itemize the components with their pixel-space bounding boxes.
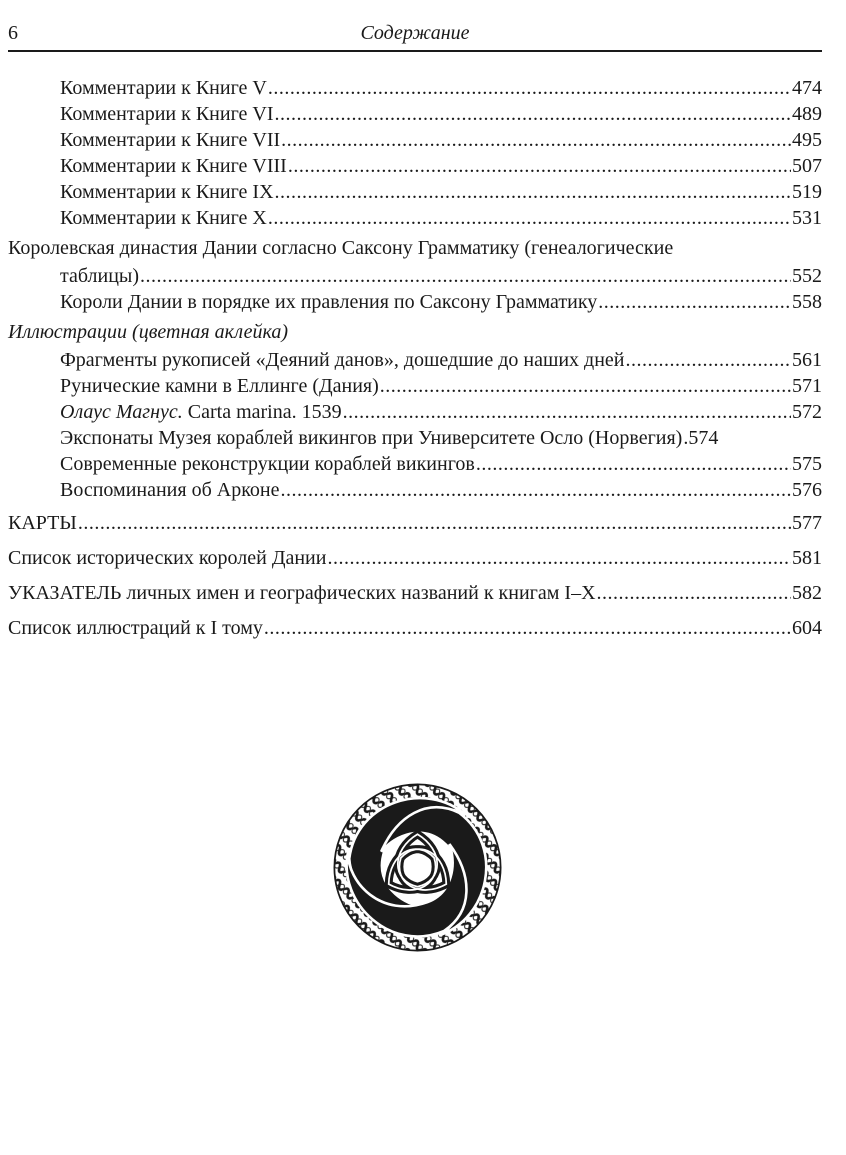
page-ref: 558 (792, 291, 822, 313)
page-ref: 581 (792, 547, 822, 569)
toc-heading-illustrations[interactable]: Иллюстрации (цветная аклейка) (8, 321, 289, 343)
toc-entry-maps[interactable]: КАРТЫ ..... 577 (8, 510, 822, 538)
page-ref: 582 (792, 582, 822, 604)
toc-entry-carta-marina[interactable]: Олаус Магнус. Carta marina. 1539 ..... 572 (8, 399, 822, 425)
toc-entry-dynasty-line2[interactable]: таблицы) ..... 552 (8, 263, 822, 289)
page-ref: 519 (792, 181, 822, 203)
page-ref: 572 (792, 401, 822, 423)
toc-entry-runestones[interactable]: Рунические камни в Еллинге (Дания) ..... 571 (8, 373, 822, 399)
page-ref: 575 (792, 453, 822, 475)
toc-entry-arkona[interactable]: Воспоминания об Арконе ..... 576 (8, 477, 822, 503)
page-ref: 552 (792, 265, 822, 287)
page-ref: 531 (792, 207, 822, 229)
toc-entry-viking-museum[interactable]: Экспонаты Музея кораблей викингов при Университете Осло (Норвегия) ..... 574 (8, 425, 822, 451)
toc-entry-comments-book-9[interactable]: Комментарии к Книге IX ..... 519 (8, 179, 822, 205)
page-number: 6 (8, 22, 18, 44)
toc-entry-comments-book-7[interactable]: Комментарии к Книге VII ..... 495 (8, 127, 822, 153)
table-of-contents (8, 75, 822, 643)
page-ref: 495 (792, 129, 822, 151)
toc-entry-index[interactable]: УКАЗАТЕЛЬ личных имен и географических названий к книгам I–X ..... 582 (8, 580, 822, 608)
celtic-triskele-knot-icon (330, 775, 505, 960)
toc-entry-kings-order[interactable]: Короли Дании в порядке их правления по Саксону Грамматику ..... 558 (8, 289, 822, 315)
toc-entry-comments-book-8[interactable]: Комментарии к Книге VIII ..... 507 (8, 153, 822, 179)
running-title: Содержание (360, 22, 470, 44)
toc-entry-ship-reconstructions[interactable]: Современные реконструкции кораблей викингов ..... 575 (8, 451, 822, 477)
page-ref: 574 (688, 427, 719, 449)
toc-entry-comments-book-5[interactable]: Комментарии к Книге V ..... 474 (8, 75, 822, 101)
page-ref: 474 (792, 77, 822, 99)
toc-entry-comments-book-10[interactable]: Комментарии к Книге X ..... 531 (8, 205, 822, 231)
page-ref: 571 (792, 375, 822, 397)
page-header (8, 18, 822, 52)
page-ref: 576 (792, 479, 822, 501)
toc-entry-illustration-list[interactable]: Список иллюстраций к I тому ..... 604 (8, 615, 822, 643)
page-ref: 561 (792, 349, 822, 371)
page-ref: 604 (792, 617, 822, 639)
page-ref: 507 (792, 155, 822, 177)
toc-entry-comments-book-6[interactable]: Комментарии к Книге VI ..... 489 (8, 101, 822, 127)
toc-entry-historical-kings[interactable]: Список исторических королей Дании ..... 581 (8, 545, 822, 573)
toc-entry-manuscript-fragments[interactable]: Фрагменты рукописей «Деяний данов», дошедшие до наших дней ..... 561 (8, 347, 822, 373)
page-ref: 577 (792, 512, 822, 534)
page-ref: 489 (792, 103, 822, 125)
toc-entry-dynasty-line1[interactable]: Королевская династия Дании согласно Саксону Грамматику (генеалогические (8, 237, 674, 259)
